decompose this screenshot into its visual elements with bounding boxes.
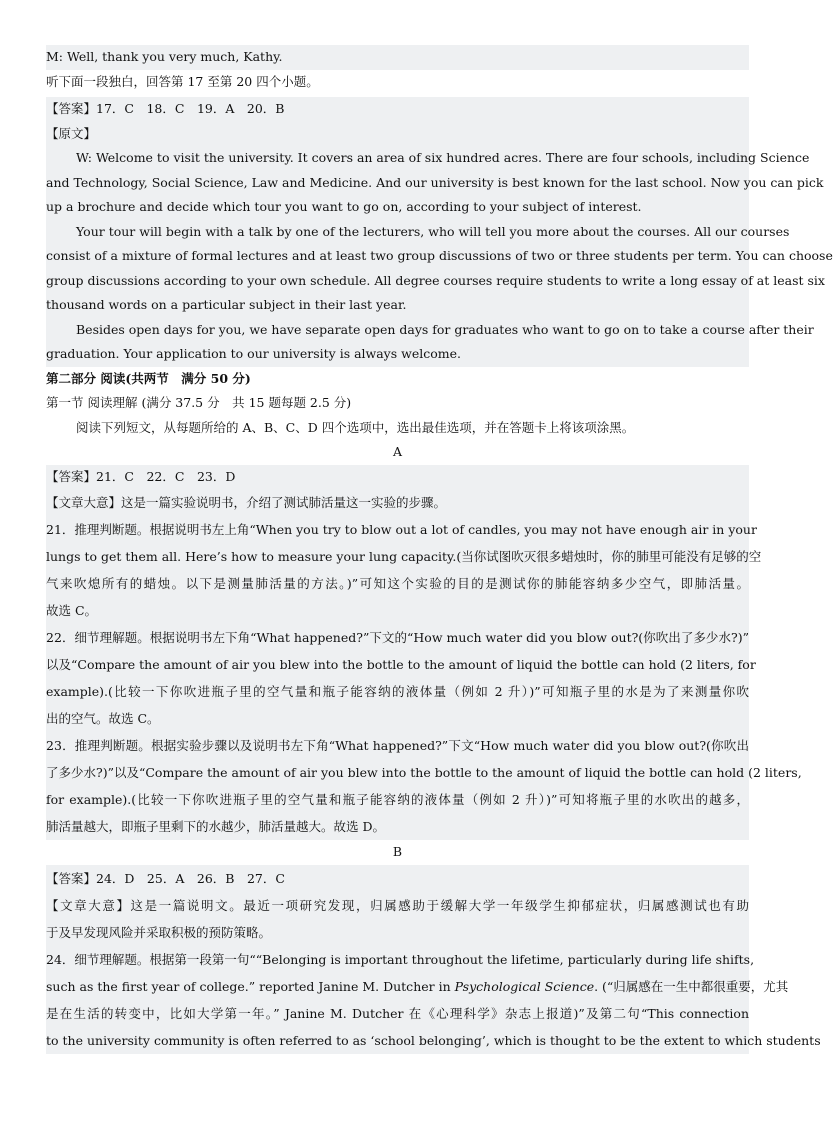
explanation-24-text: such as the first year of college.” reported Janine M. Dutcher in [46, 978, 455, 994]
explanation-22: 以及“Compare the amount of air you blew into the bottle to the amount of liquid the bottle can hold (2 liters, for [46, 651, 749, 678]
explanation-22: 出的空气。故选 C。 [46, 705, 749, 732]
document-page [46, 45, 833, 1054]
answer-key-21-23: 【答案】21．C 22．C 23．D [46, 465, 749, 490]
explanation-22: 22．细节理解题。根据说明书左下角“What happened?”下文的“How much water did you blow out?(你吹出了多少水?)” [46, 624, 749, 651]
explanation-22: example).(比较一下你吹进瓶子里的空气量和瓶子能容纳的液体量（例如 2 升）)”可知瓶子里的水是为了来测量你吹 [46, 678, 749, 705]
explanation-24 [46, 973, 789, 1000]
summary-b: 【文章大意】这是一篇说明文。最近一项研究发现，归属感助于缓解大学一年级学生抑郁症状，归属感测试也有助 [46, 892, 749, 919]
summary-b: 于及早发现风险并采取积极的预防策略。 [46, 919, 749, 946]
reading-instruction: 阅读下列短文，从每题所给的 A、B、C、D 四个选项中，选出最佳选项，并在答题卡上将该项涂黑。 [76, 419, 635, 435]
answer-key-24-27: 【答案】24．D 25．A 26．B 27．C [46, 865, 749, 892]
answer-key-17-20: 【答案】17．C 18．C 19．A 20．B [46, 97, 749, 122]
explanation-24: to the university community is often referred to as ‘school belonging’, which is thought to be the extent to which students [46, 1027, 749, 1054]
explanation-24: 是在生活的转变中，比如大学第一年。” Janine M. Dutcher 在《心理科学》杂志上报道)”及第二句“This connection [46, 1000, 749, 1027]
summary-a: 【文章大意】这是一篇实验说明书，介绍了测试肺活量这一实验的步骤。 [46, 489, 749, 516]
transcript-text: Besides open days for you, we have separate open days for graduates who want to go on to take a course after their [46, 318, 749, 343]
explanation-21: lungs to get them all. Here’s how to measure your lung capacity.(当你试图吹灭很多蜡烛时，你的肺里可能没有足够的空 [46, 543, 749, 570]
transcript-text: graduation. Your application to our university is always welcome. [46, 342, 749, 367]
part-two-heading: 第二部分 阅读(共两节 满分 50 分) [46, 370, 251, 386]
explanation-24: 24．细节理解题。根据第一段第一句““Belonging is important throughout the lifetime, particularly during life shifts, [46, 946, 749, 973]
transcript-text: up a brochure and decide which tour you want to go on, according to your subject of interest. [46, 195, 749, 220]
transcript-text: consist of a mixture of formal lectures and at least two group discussions of two or three students per term. You can choose [46, 244, 749, 269]
explanation-21: 21．推理判断题。根据说明书左上角“When you try to blow out a lot of candles, you may not have enough air in your [46, 516, 749, 543]
section-one-heading: 第一节 阅读理解 (满分 37.5 分 共 15 题每题 2.5 分) [46, 395, 352, 410]
journal-title: Psychological Science [454, 978, 595, 994]
explanation-23: 了多少水?)”以及“Compare the amount of air you blew into the bottle to the amount of liquid the bottle can hold (2 liters, [46, 759, 749, 786]
transcript-text: and Technology, Social Science, Law and Medicine. And our university is best known for the last school. Now you can pick [46, 171, 749, 196]
explanation-23: 肺活量越大，即瓶子里剩下的水越少，肺活量越大。故选 D。 [46, 813, 749, 840]
explanation-21: 气来吹熄所有的蜡烛。以下是测量肺活量的方法。)”可知这个实验的目的是测试你的肺能容纳多少空气，即肺活量。 [46, 570, 749, 597]
dialogue-line-ending: M: Well, thank you very much, Kathy. [46, 45, 749, 70]
monologue-instruction: 听下面一段独白，回答第 17 至第 20 四个小题。 [46, 73, 319, 89]
passage-label-b: B [392, 844, 403, 859]
passage-label-a: A [392, 444, 403, 459]
explanation-24-text: . (“归属感在一生中都很重要，尤其 [594, 978, 789, 994]
explanation-23: 23．推理判断题。根据实验步骤以及说明书左下角“What happened?”下文“How much water did you blow out?(你吹出 [46, 732, 749, 759]
transcript-text: Your tour will begin with a talk by one of the lecturers, who will tell you more about the courses. All our courses [46, 220, 749, 245]
transcript-text: W: Welcome to visit the university. It covers an area of six hundred acres. There are four schools, including Science [46, 146, 749, 171]
explanation-23: for example).(比较一下你吹进瓶子里的空气量和瓶子能容纳的液体量（例如 2 升）)”可知将瓶子里的水吹出的越多， [46, 786, 749, 813]
transcript-text: thousand words on a particular subject in their last year. [46, 293, 749, 318]
transcript-text: group discussions according to your own schedule. All degree courses require students to write a long essay of at least six [46, 269, 749, 294]
transcript-heading: 【原文】 [46, 122, 749, 147]
explanation-21: 故选 C。 [46, 597, 749, 624]
